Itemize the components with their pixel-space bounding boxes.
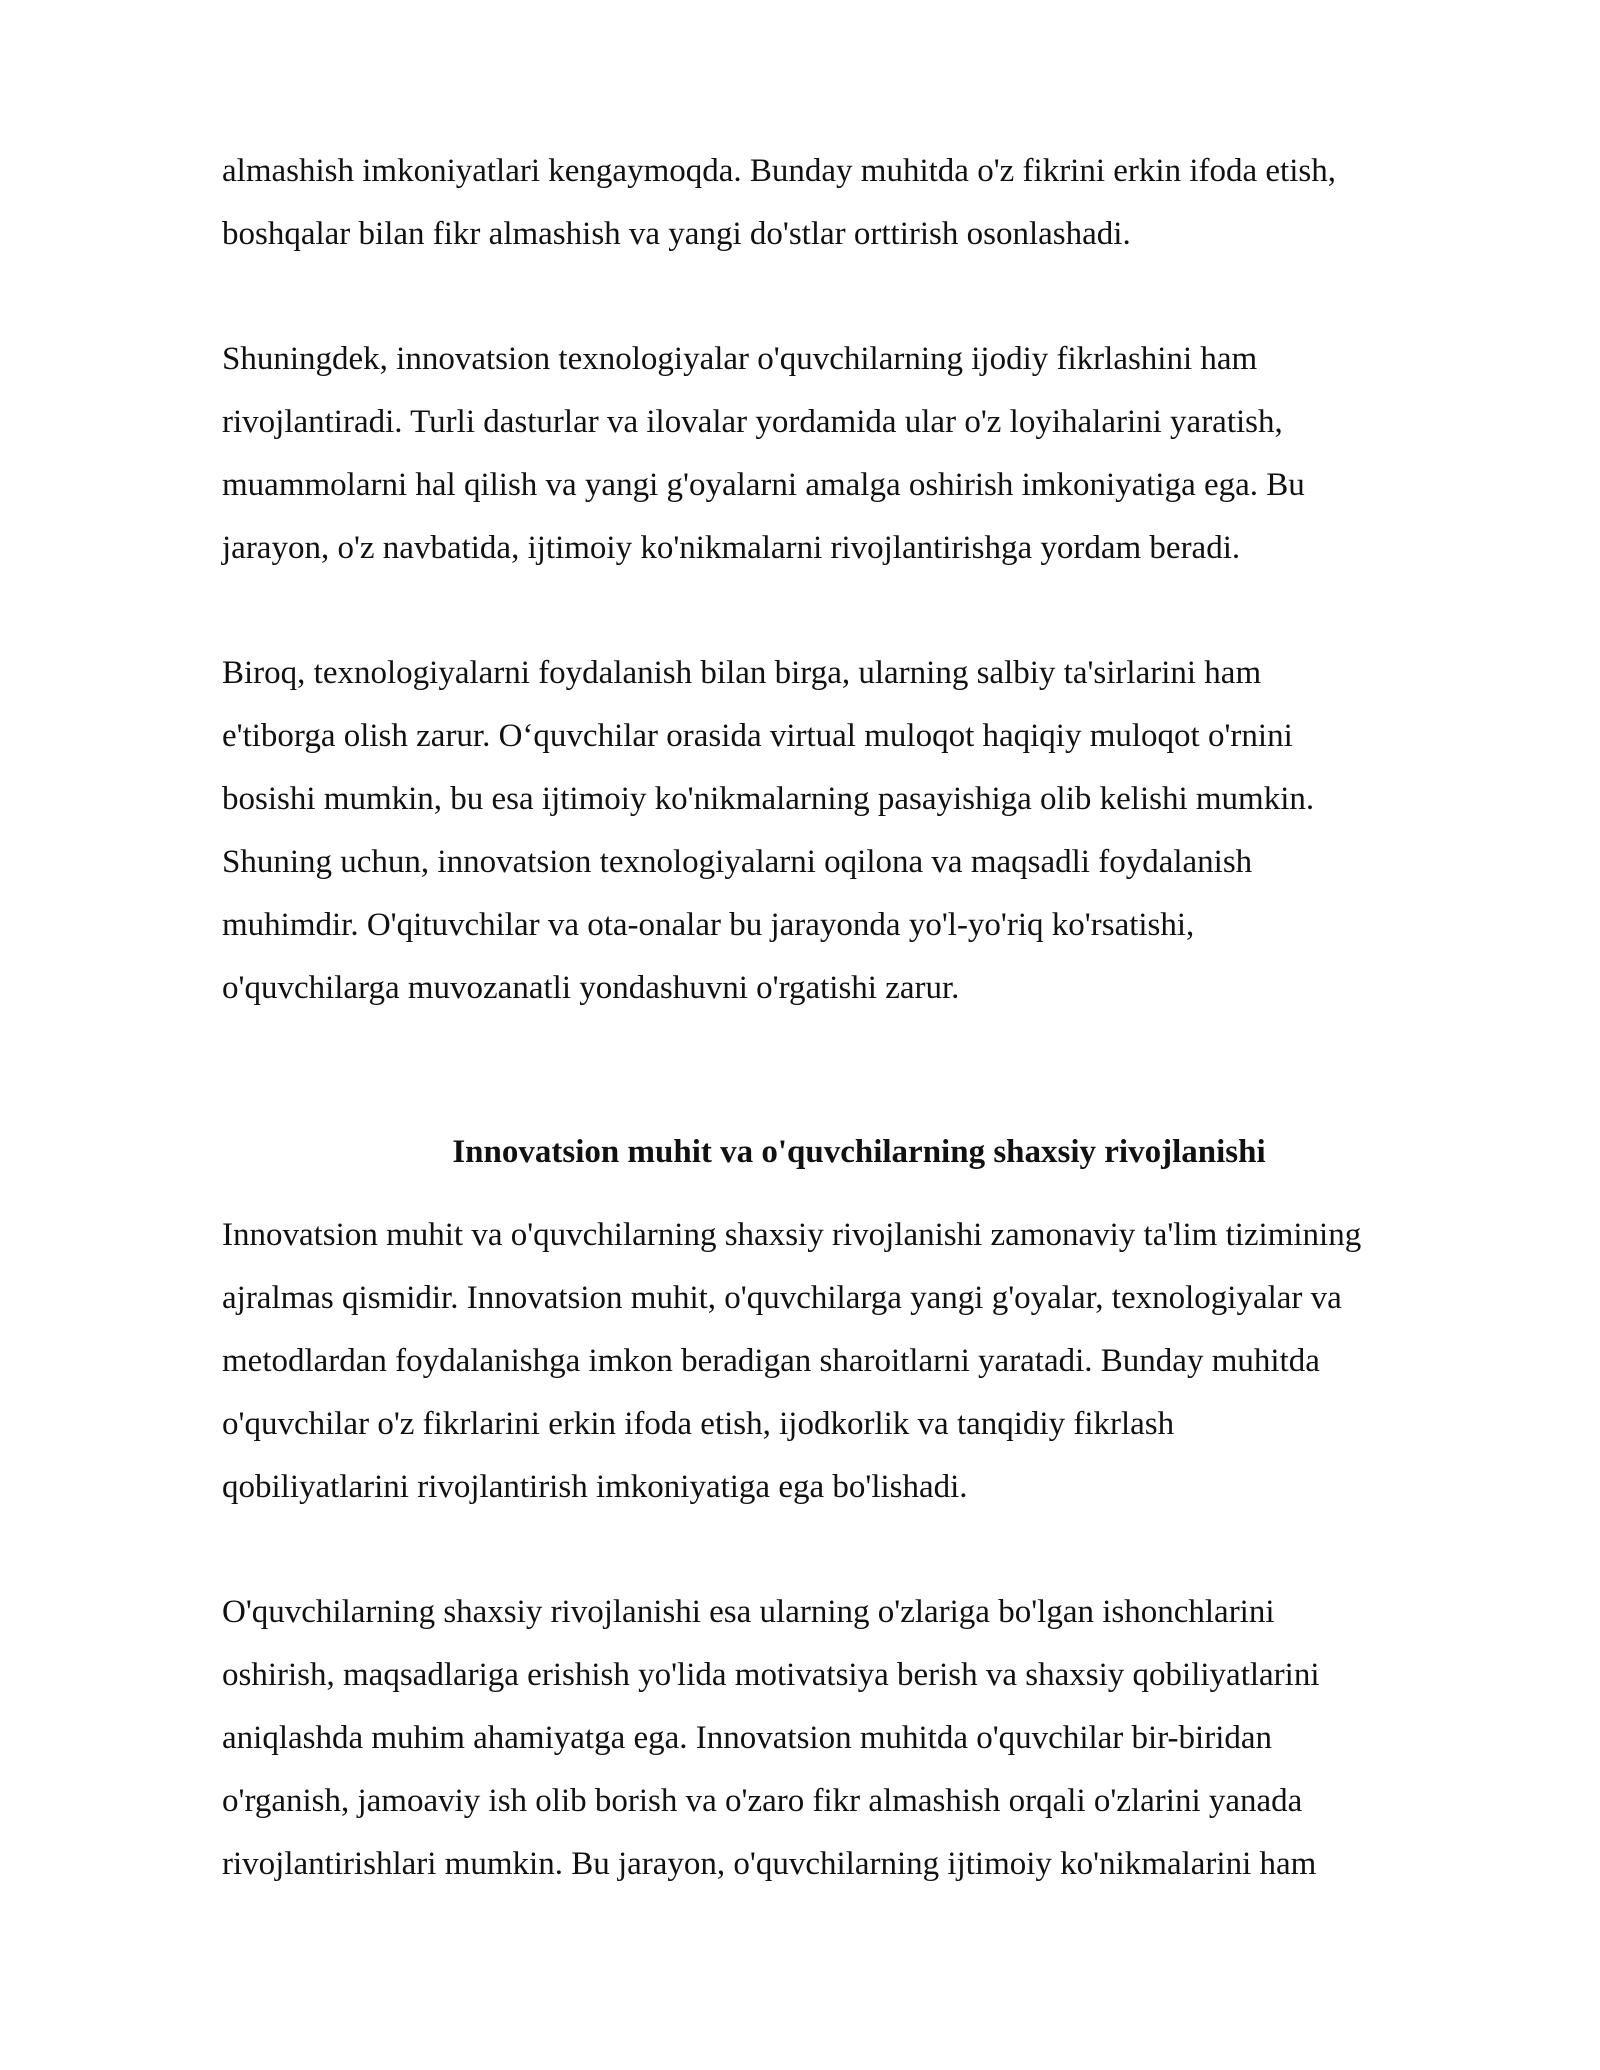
text-line: Shuningdek, innovatsion texnologiyalar o'quvchilarning ijodiy fikrlashini ham [222,341,1258,377]
text-line: rivojlantirishlari mumkin. Bu jarayon, o'quvchilarning ijtimoiy ko'nikmalarini ham [222,1846,1317,1882]
section-spacer [222,1020,1512,1120]
text-line: o'rganish, jamoaviy ish olib borish va o'zaro fikr almashish orqali o'zlarini yanada [222,1783,1303,1819]
text-line: qobiliyatlarini rivojlantirish imkoniyatiga ega bo'lishadi. [222,1469,968,1505]
text-line: bosishi mumkin, bu esa ijtimoiy ko'nikmalarning pasayishiga olib kelishi mumkin. [222,781,1315,817]
text-line: muhimdir. O'qituvchilar va ota-onalar bu jarayonda yo'l-yo'riq ko'rsatishi, [222,907,1195,943]
paragraph-spacer [222,580,1512,642]
paragraph-1 [222,140,1512,266]
paragraph-spacer [222,1519,1512,1581]
text-line: rivojlantiradi. Turli dasturlar va ilovalar yordamida ular o'z loyihalarini yaratish, [222,404,1283,440]
text-line: Shuning uchun, innovatsion texnologiyalarni oqilona va maqsadli foydalanish [222,844,1253,880]
paragraph-spacer [222,266,1512,328]
text-line: Innovatsion muhit va o'quvchilarning shaxsiy rivojlanishi zamonaviy ta'lim tizimining [222,1217,1362,1253]
text-line: ajralmas qismidir. Innovatsion muhit, o'quvchilarga yangi g'oyalar, texnologiyalar va [222,1280,1342,1316]
paragraph-4 [222,1204,1512,1519]
text-line: o'quvchilar o'z fikrlarini erkin ifoda etish, ijodkorlik va tanqidiy fikrlash [222,1406,1175,1442]
text-line: Biroq, texnologiyalarni foydalanish bilan birga, ularning salbiy ta'sirlarini ham [222,655,1262,691]
text-line: o'quvchilarga muvozanatli yondashuvni o'rgatishi zarur. [222,970,960,1006]
paragraph-5 [222,1581,1512,1896]
text-line: almashish imkoniyatlari kengaymoqda. Bunday muhitda o'z fikrini erkin ifoda etish, [222,153,1336,189]
text-line: muammolarni hal qilish va yangi g'oyalarni amalga oshirish imkoniyatiga ega. Bu [222,467,1305,503]
paragraph-2 [222,328,1512,580]
text-line: O'quvchilarning shaxsiy rivojlanishi esa ularning o'zlariga bo'lgan ishonchlarini [222,1594,1275,1630]
heading-spacer [222,1184,1512,1204]
section-heading: Innovatsion muhit va o'quvchilarning shaxsiy rivojlanishi [452,1134,1266,1170]
text-line: e'tiborga olish zarur. O‘quvchilar orasida virtual muloqot haqiqiy muloqot o'rnini [222,718,1293,754]
document-body [222,140,1512,1896]
paragraph-3 [222,642,1512,1020]
text-line: oshirish, maqsadlariga erishish yo'lida motivatsiya berish va shaxsiy qobiliyatlarini [222,1657,1320,1693]
text-line: metodlardan foydalanishga imkon beradigan sharoitlarni yaratadi. Bunday muhitda [222,1343,1320,1379]
text-line: jarayon, o'z navbatida, ijtimoiy ko'nikmalarni rivojlantirishga yordam beradi. [222,530,1241,566]
text-line: boshqalar bilan fikr almashish va yangi do'stlar orttirish osonlashadi. [222,216,1131,252]
text-line: aniqlashda muhim ahamiyatga ega. Innovatsion muhitda o'quvchilar bir-biridan [222,1720,1273,1756]
